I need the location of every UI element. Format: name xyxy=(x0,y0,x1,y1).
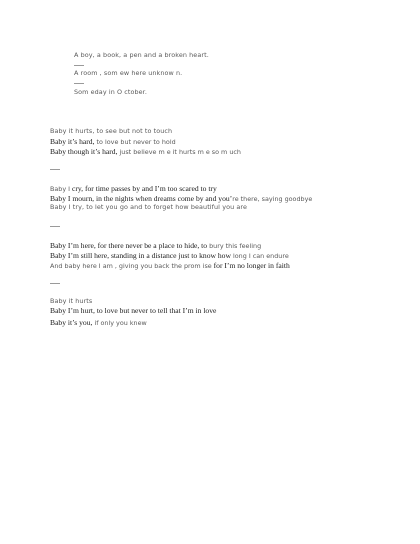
separator-rule xyxy=(50,226,60,227)
stanza2-line-3: Baby I try, to let you go and to forget how beautiful you are xyxy=(50,203,247,211)
text-run: And baby here I am , giving you back the prom ise xyxy=(50,262,212,270)
text-run: Baby though it’s hard, xyxy=(50,147,118,156)
text-run: long I can endure xyxy=(230,252,289,260)
separator-rule xyxy=(50,283,60,284)
stanza1-line-3 xyxy=(50,145,241,157)
text-run: just believe m e it hurts m e so m uch xyxy=(117,148,241,156)
text-run: Baby I xyxy=(50,185,71,193)
stanza4-line-2: Baby I’m hurt, to love but never to tell that I’m in love xyxy=(50,306,217,315)
intro-line-2: A room , som ew here unknow n. xyxy=(74,69,183,77)
text-run: cry, for time passes by and I’m too scared to try xyxy=(70,184,217,193)
stanza3-line-3 xyxy=(50,259,290,271)
text-run: Baby it’s you, xyxy=(50,318,93,327)
text-run: Baby it’s hard, xyxy=(50,137,95,146)
text-run: for I’m no longer in faith xyxy=(211,261,290,270)
text-run: Baby I mourn, in the nights when dreams come by and you’ xyxy=(50,194,233,203)
stanza4-line-3 xyxy=(50,316,147,328)
separator-rule xyxy=(50,169,60,170)
intro-line-3: Som eday in O ctober. xyxy=(74,88,147,96)
text-run: if only you knew xyxy=(92,319,147,327)
text-run: bury this feeling xyxy=(207,242,262,250)
stanza1-line-1: Baby it hurts, to see but not to touch xyxy=(50,127,173,135)
text-run: re there, saying goodbye xyxy=(232,195,313,203)
text-run: Baby I’m still here, standing in a distance just to know how xyxy=(50,251,231,260)
text-run: to love but never to hold xyxy=(94,138,176,146)
separator-rule xyxy=(74,83,84,84)
stanza4-line-1: Baby it hurts xyxy=(50,297,93,305)
intro-line-1: A boy, a book, a pen and a broken heart. xyxy=(74,51,209,59)
text-run: Baby I’m here, for there never be a place to hide, to xyxy=(50,241,208,250)
separator-rule xyxy=(74,65,84,66)
